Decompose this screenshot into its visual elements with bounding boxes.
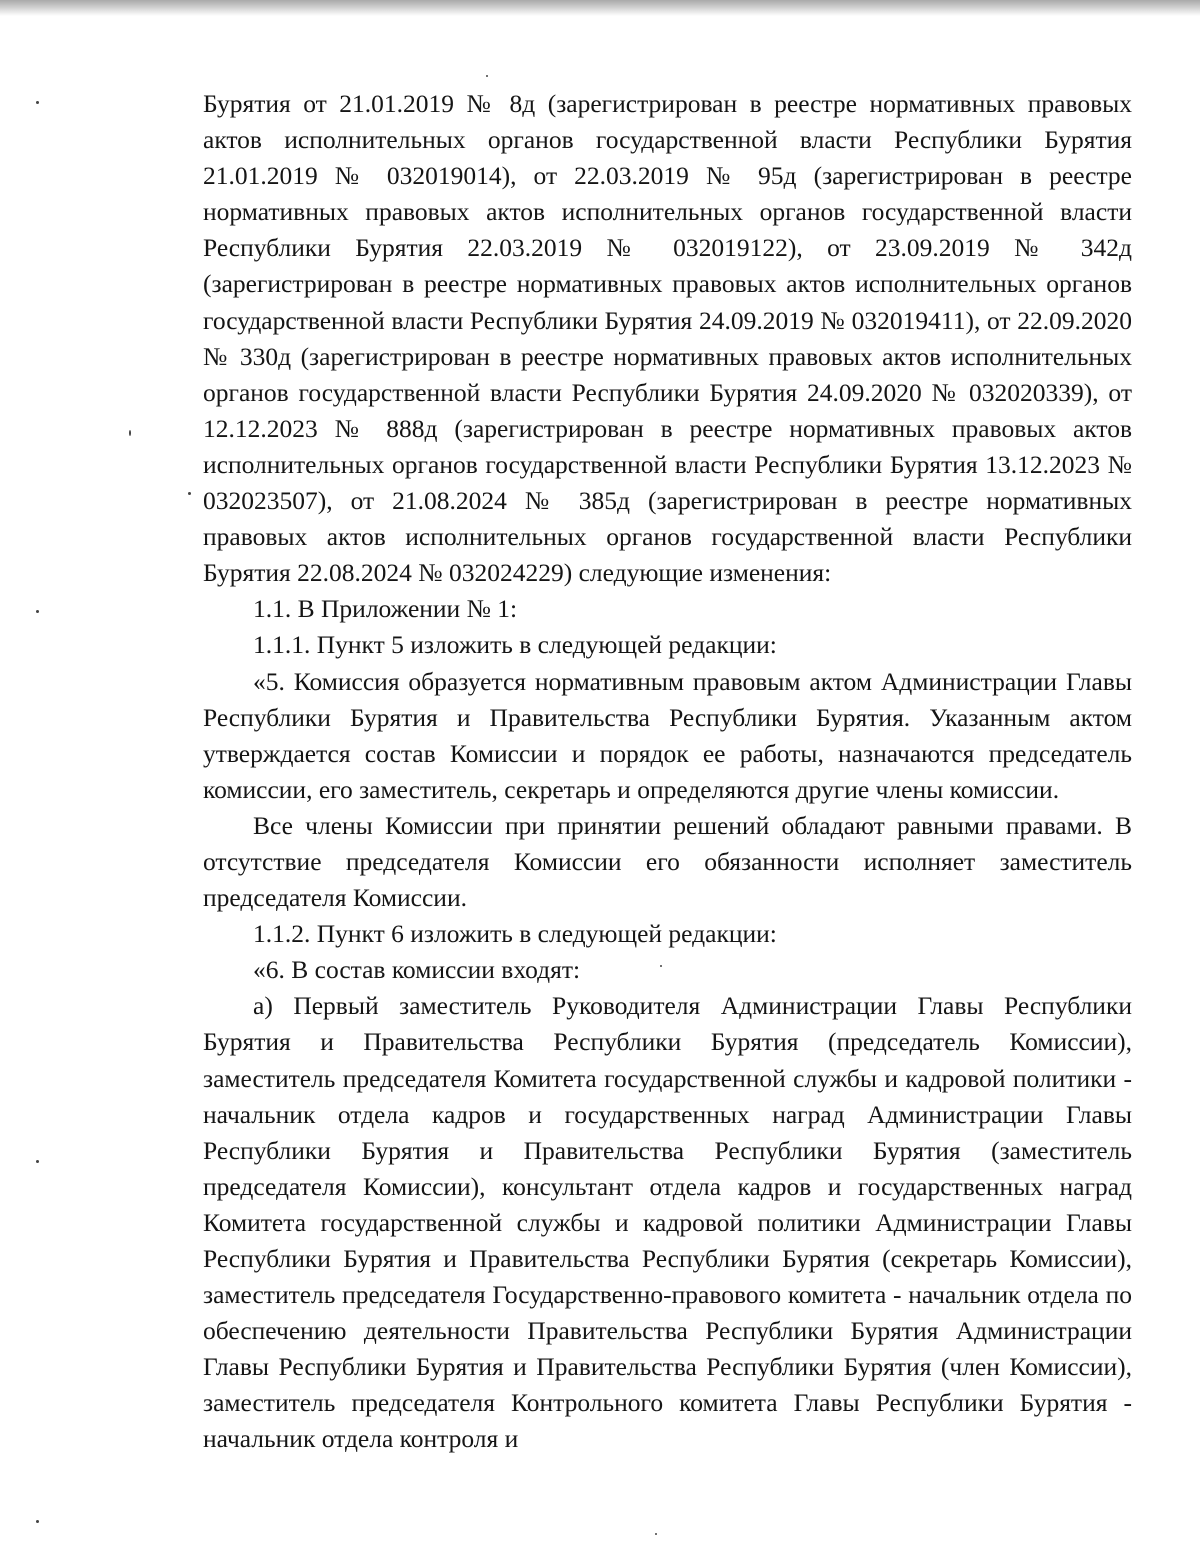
paragraph-continuation: Бурятия от 21.01.2019 № 8д (зарегистрирован в реестре нормативных правовых актов исполнительных органов государственной власти Республики Бурятия 21.01.2019 № 032019014), от 22.03.2019 № 95д (зарегистрирован в реестре нормативных правовых актов исполнительных органов государственной власти Республики Бурятия 22.03.2019 № 032019122), от 23.09.2019 № 342д (зарегистрирован в реестре нормативных правовых актов исполнительных органов государственной власти Республики Бурятия 24.09.2019 № 032019411), от 22.09.2020 № 330д (зарегистрирован в реестре нормативных правовых актов исполнительных органов государственной власти Республики Бурятия 24.09.2020 № 032020339), от 12.12.2023 № 888д (зарегистрирован в реестре нормативных правовых актов исполнительных органов государственной власти Республики Бурятия 13.12.2023 № 032023507), от 21.08.2024 № 385д (зарегистрирован в реестре нормативных правовых актов исполнительных органов государственной власти Республики Бурятия 22.08.2024 № 032024229) следующие изменения: [203,89,1132,588]
scan-speck [486,75,488,77]
scan-speck [36,101,39,104]
paragraph-item-5-continued: Все члены Комиссии при принятии решений обладают равными правами. В отсутствие председателя Комиссии его обязанности исполняет заместитель председателя Комиссии. [203,810,1132,913]
scan-speck [36,1520,39,1523]
paragraph-item-6-a: а) Первый заместитель Руководителя Администрации Главы Республики Бурятия и Правительства Республики Бурятия (председатель Комиссии), заместитель председателя Комитета государственной службы и кадровой политики - начальник отдела кадров и государственных наград Администрации Главы Республики Бурятия и Правительства Республики Бурятия (заместитель председателя Комиссии), консультант отдела кадров и государственных наград Комитета государственной службы и кадровой политики Администрации Главы Республики Бурятия и Правительства Республики Бурятия (секретарь Комиссии), заместитель председателя Государственно-правового комитета - начальник отдела по обеспечению деятельности Правительства Республики Бурятия Администрации Главы Республики Бурятия и Правительства Республики Бурятия (член Комиссии), заместитель председателя Контрольного комитета Главы Республики Бурятия - начальник отдела контроля и [203,991,1132,1454]
paragraph-item-6: «6. В состав комиссии входят: [253,955,581,985]
scan-speck [36,1160,39,1163]
paragraph-1-1-2: 1.1.2. Пункт 6 изложить в следующей редакции: [253,919,777,949]
scan-speck [129,430,131,436]
scan-speck [655,1533,657,1535]
paragraph-item-5: «5. Комиссия образуется нормативным правовым актом Администрации Главы Республики Бурятия и Правительства Республики Бурятия. Указанным актом утверждается состав Комиссии и порядок ее работы, назначаются председатель комиссии, его заместитель, секретарь и определяются другие члены комиссии. [203,666,1132,804]
paragraph-1-1-1: 1.1.1. Пункт 5 изложить в следующей редакции: [253,630,777,660]
scan-speck [188,492,191,495]
document-page [203,86,1132,1458]
scan-edge-shadow [0,0,1200,16]
paragraph-1-1: 1.1. В Приложении № 1: [253,594,518,624]
scan-speck [36,610,39,613]
